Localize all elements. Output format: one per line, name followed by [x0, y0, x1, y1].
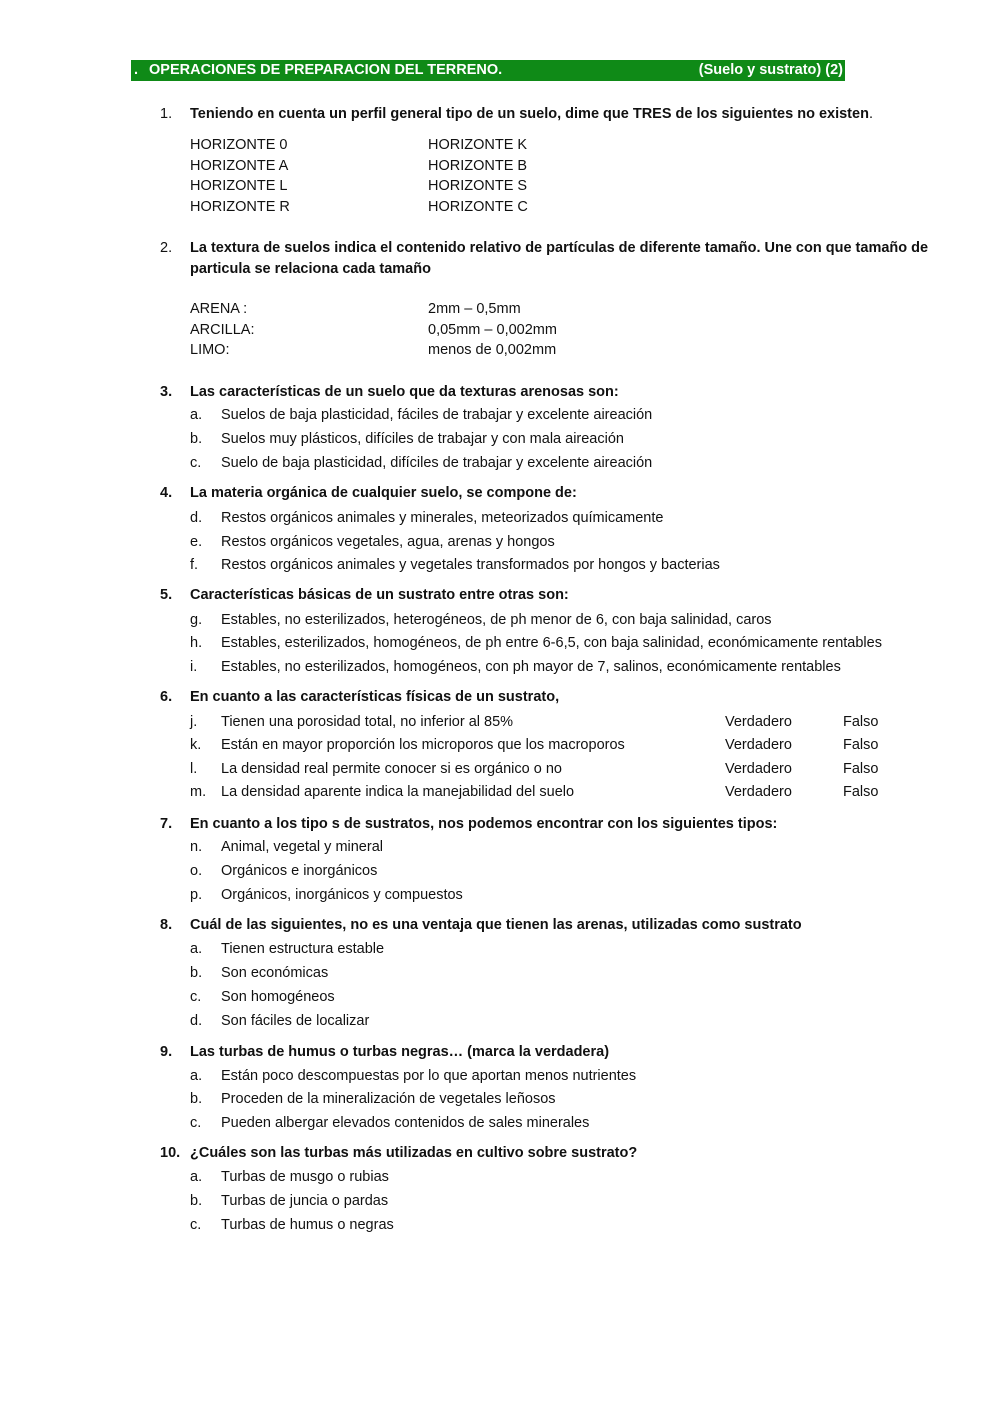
option-letter: l.: [190, 761, 198, 777]
option-text: Orgánicos, inorgánicos y compuestos: [221, 887, 463, 903]
horizon-option: HORIZONTE B: [428, 158, 528, 174]
false-choice[interactable]: Falso: [843, 737, 879, 753]
option-letter: a.: [190, 1169, 203, 1185]
option-letter: b.: [190, 1091, 203, 1107]
false-choice[interactable]: Falso: [843, 714, 879, 730]
option-text: Están poco descompuestas por lo que aportan menos nutrientes: [221, 1068, 637, 1084]
option-text: Están en mayor proporción los microporos que los macroporos: [221, 737, 625, 753]
horizon-option: HORIZONTE S: [428, 178, 528, 194]
header-dot: .: [134, 62, 139, 78]
question-number: 9.: [160, 1044, 173, 1060]
option-letter: c.: [190, 1115, 202, 1131]
question-text: En cuanto a los tipo s de sustratos, nos podemos encontrar con los siguientes tipos:: [190, 816, 778, 832]
option-letter: d.: [190, 510, 203, 526]
option-letter: d.: [190, 1013, 203, 1029]
option-letter: c.: [190, 455, 202, 471]
question-text: La materia orgánica de cualquier suelo, se compone de:: [190, 485, 577, 501]
question-text: Cuál de las siguientes, no es una ventaja que tienen las arenas, utilizadas como sustrato: [190, 917, 802, 933]
question-number: 4.: [160, 485, 173, 501]
option-letter: b.: [190, 1193, 203, 1209]
texture-name: ARENA :: [190, 301, 248, 317]
option-text: Turbas de musgo o rubias: [221, 1169, 389, 1185]
option-text: Restos orgánicos animales y minerales, meteorizados químicamente: [221, 510, 664, 526]
option-letter: c.: [190, 989, 202, 1005]
option-text: La densidad aparente indica la manejabilidad del suelo: [221, 784, 575, 800]
option-letter: b.: [190, 965, 203, 981]
option-letter: i.: [190, 659, 198, 675]
option-letter: o.: [190, 863, 203, 879]
option-letter: n.: [190, 839, 203, 855]
option-text: Suelo de baja plasticidad, difíciles de trabajar y excelente aireación: [221, 455, 653, 471]
question-number: 7.: [160, 816, 173, 832]
horizon-option: HORIZONTE C: [428, 199, 528, 215]
option-letter: e.: [190, 534, 203, 550]
true-choice[interactable]: Verdadero: [725, 714, 792, 730]
true-choice[interactable]: Verdadero: [725, 784, 792, 800]
horizon-option: HORIZONTE 0: [190, 137, 288, 153]
option-text: Estables, esterilizados, homogéneos, de ph entre 6-6,5, con baja salinidad, económicamente rentables: [221, 635, 882, 651]
option-letter: a.: [190, 1068, 203, 1084]
particle-size: 2mm – 0,5mm: [428, 301, 521, 317]
option-text: Turbas de humus o negras: [221, 1217, 394, 1233]
question-text: Características básicas de un sustrato entre otras son:: [190, 587, 569, 603]
question-number: 1.: [160, 106, 173, 122]
section-header: [131, 60, 845, 81]
option-letter: h.: [190, 635, 203, 651]
question-number: 2.: [160, 240, 173, 256]
option-text: Suelos muy plásticos, difíciles de trabajar y con mala aireación: [221, 431, 624, 447]
option-letter: p.: [190, 887, 203, 903]
option-letter: m.: [190, 784, 207, 800]
option-text: Proceden de la mineralización de vegetales leñosos: [221, 1091, 556, 1107]
true-choice[interactable]: Verdadero: [725, 761, 792, 777]
question-number: 10.: [160, 1145, 181, 1161]
option-text: La densidad real permite conocer si es orgánico o no: [221, 761, 562, 777]
texture-name: ARCILLA:: [190, 322, 255, 338]
option-text: Son fáciles de localizar: [221, 1013, 370, 1029]
option-letter: j.: [190, 714, 198, 730]
option-letter: k.: [190, 737, 202, 753]
particle-size: menos de 0,002mm: [428, 342, 557, 358]
question-number: 5.: [160, 587, 173, 603]
option-text: Son económicas: [221, 965, 329, 981]
option-text: Restos orgánicos animales y vegetales transformados por hongos y bacterias: [221, 557, 720, 573]
option-text: Animal, vegetal y mineral: [221, 839, 383, 855]
question-text-line-2: particula se relaciona cada tamaño: [190, 261, 431, 277]
option-text: Estables, no esterilizados, heterogéneos, de ph menor de 6, con baja salinidad, caros: [221, 612, 772, 628]
option-text: Turbas de juncia o pardas: [221, 1193, 389, 1209]
option-text: Restos orgánicos vegetales, agua, arenas y hongos: [221, 534, 555, 550]
question-text-tail: .: [868, 106, 873, 122]
horizon-option: HORIZONTE K: [428, 137, 528, 153]
option-letter: c.: [190, 1217, 202, 1233]
option-letter: a.: [190, 407, 203, 423]
question-number: 3.: [160, 384, 173, 400]
particle-size: 0,05mm – 0,002mm: [428, 322, 557, 338]
false-choice[interactable]: Falso: [843, 761, 879, 777]
horizon-option: HORIZONTE L: [190, 178, 288, 194]
option-letter: f.: [190, 557, 199, 573]
option-letter: b.: [190, 431, 203, 447]
question-text-main: Teniendo en cuenta un perfil general tipo de un suelo, dime que TRES de los siguientes no existen: [190, 106, 869, 122]
header-title: OPERACIONES DE PREPARACION DEL TERRENO.: [149, 62, 503, 78]
option-text: Son homogéneos: [221, 989, 335, 1005]
option-text: Estables, no esterilizados, homogéneos, con ph mayor de 7, salinos, económicamente rentables: [221, 659, 841, 675]
question-text-line-1: La textura de suelos indica el contenido relativo de partículas de diferente tamaño. Une con que tamaño de: [190, 240, 929, 256]
question-text: En cuanto a las características físicas de un sustrato,: [190, 689, 560, 705]
question-text: Las características de un suelo que da texturas arenosas son:: [190, 384, 619, 400]
option-text: Tienen estructura estable: [221, 941, 385, 957]
horizon-option: HORIZONTE A: [190, 158, 289, 174]
texture-name: LIMO:: [190, 342, 230, 358]
option-letter: a.: [190, 941, 203, 957]
question-number: 8.: [160, 917, 173, 933]
question-text: ¿Cuáles son las turbas más utilizadas en cultivo sobre sustrato?: [190, 1145, 638, 1161]
true-choice[interactable]: Verdadero: [725, 737, 792, 753]
false-choice[interactable]: Falso: [843, 784, 879, 800]
option-text: Suelos de baja plasticidad, fáciles de trabajar y excelente aireación: [221, 407, 653, 423]
question-number: 6.: [160, 689, 173, 705]
header-subtitle: (Suelo y sustrato) (2): [698, 62, 843, 78]
horizon-option: HORIZONTE R: [190, 199, 290, 215]
question-text: Las turbas de humus o turbas negras… (marca la verdadera): [190, 1044, 610, 1060]
option-text: Tienen una porosidad total, no inferior al 85%: [221, 714, 514, 730]
option-text: Pueden albergar elevados contenidos de sales minerales: [221, 1115, 590, 1131]
option-letter: g.: [190, 612, 203, 628]
question-text: [190, 106, 873, 122]
option-text: Orgánicos e inorgánicos: [221, 863, 378, 879]
